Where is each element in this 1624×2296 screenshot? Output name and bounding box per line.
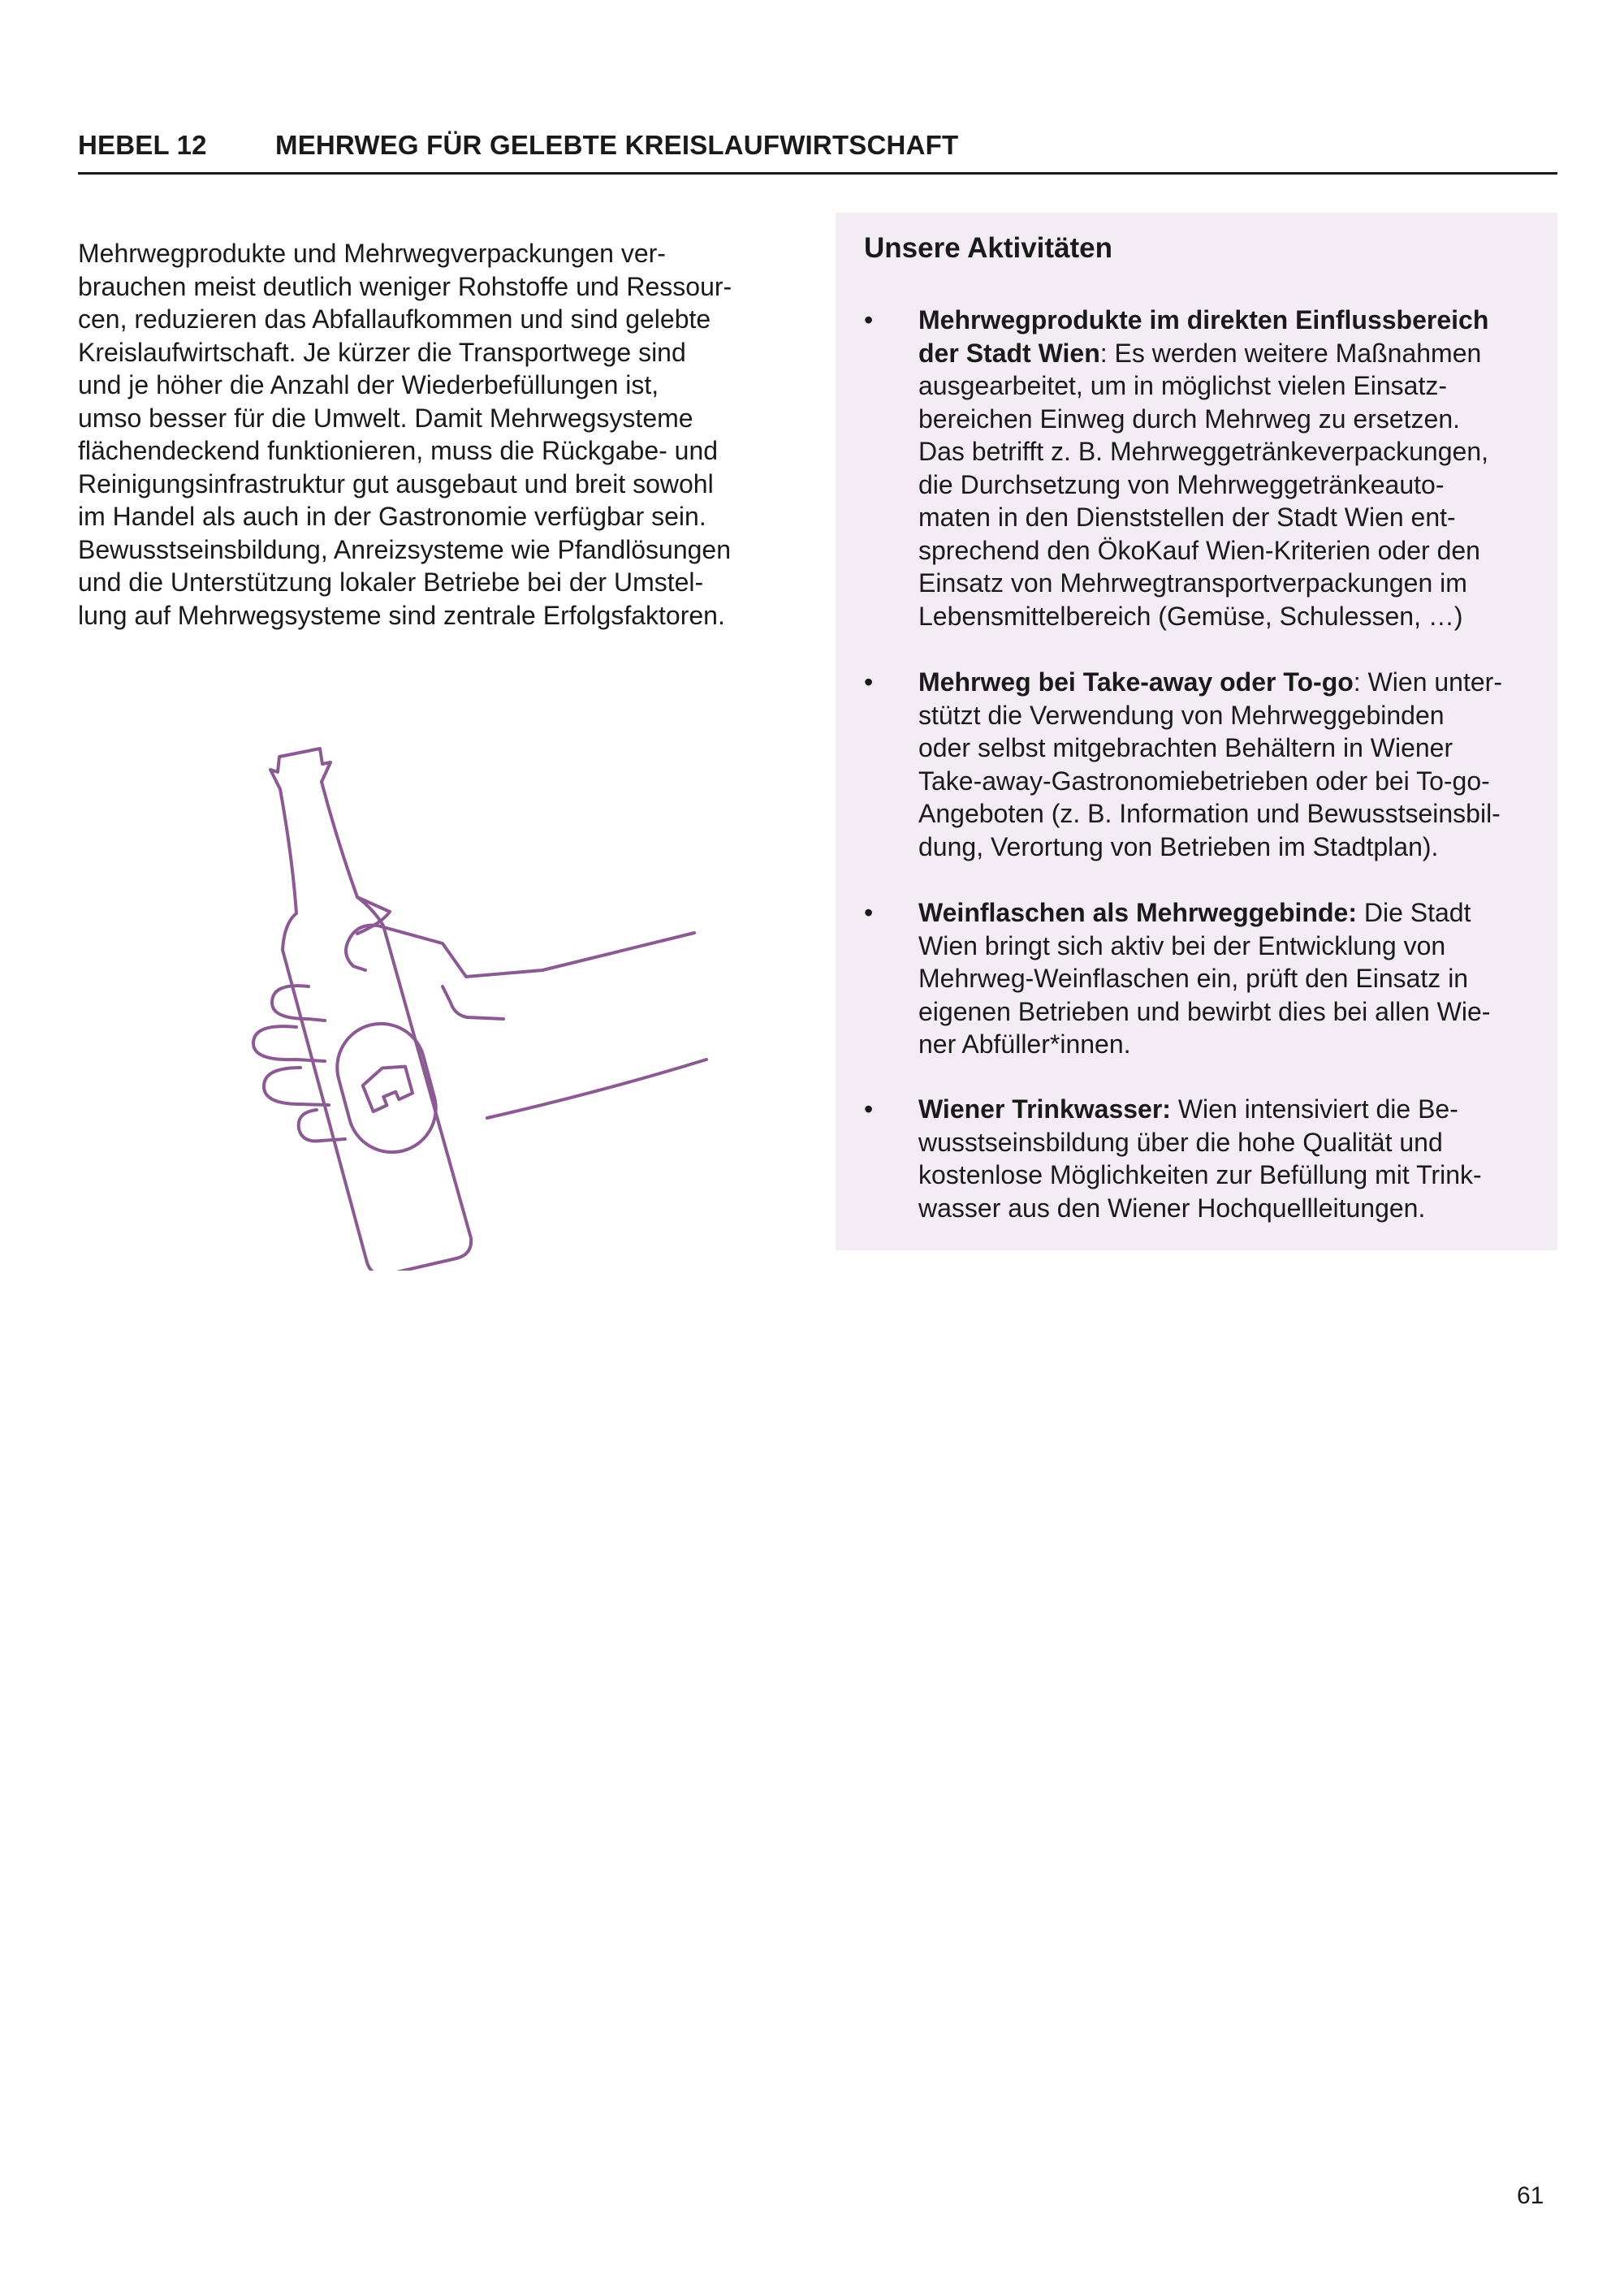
activity-item-text: Die Stadt Wien bringt sich aktiv bei der Entwicklung von Mehrweg-Weinflaschen ein, prüft den Einsatz in eigenen Betrieben und bewirbt dies bei allen Wie- ner Abfüller*innen. bbox=[918, 898, 1491, 1059]
activities-title: Unsere Aktivitäten bbox=[864, 232, 1113, 264]
activities-box bbox=[836, 213, 1557, 1250]
bullet: • bbox=[864, 1094, 874, 1124]
intro-paragraph: Mehrwegprodukte und Mehrwegverpackungen ver- brauchen meist deutlich weniger Rohstoffe und Ressour- cen, reduzieren das Abfallaufkommen und sind gelebte Kreislaufwirtschaft. Je kürzer die Transportwege sind und je höher die Anzahl der Wiederbefüllungen ist, umso besser für die Umwelt. Damit Mehrwegsysteme flächendeckend funktionieren, muss die Rückgabe- und Reinigungsinfrastruktur gut ausgebaut und breit sowohl im Handel als auch in der Gastronomie verfügbar sein. Bewusstseinsbildung, Anreizsysteme wie Pfandlösungen und die Unterstützung lokaler Betriebe bei der Umstel- lung auf Mehrwegsysteme sind zentrale Erfolgsfaktoren. bbox=[78, 239, 732, 630]
activity-item-heading: Mehrwegprodukte im direkten Einflussbereich der Stadt Wien bbox=[918, 305, 1489, 368]
section-title: MEHRWEG FÜR GELEBTE KREISLAUFWIRTSCHAFT bbox=[275, 130, 959, 160]
activity-item-text: : Es werden weitere Maßnahmen ausgearbeitet, um in möglichst vielen Einsatz- bereichen Einweg durch Mehrweg zu ersetzen. Das betrifft z. B. Mehrweggetränkeverpackungen, die Durchsetzung von Mehrweggetränkeauto- maten in den Dienststellen der Stadt Wien ent- sprechend den ÖkoKauf Wien-Kriterien oder den Einsatz von Mehrwegtransportverpackungen im Lebensmittelbereich (Gemüse, Schulessen, …) bbox=[918, 338, 1488, 631]
bullet: • bbox=[864, 898, 874, 927]
activity-item-text: : Wien unter- stützt die Verwendung von Mehrweggebinden oder selbst mitgebrachten Behältern in Wiener Take-away-Gastronomiebetrieben oder bei To-go- Angeboten (z. B. Information und Bewusstseinsbil- dung, Verortung von Betrieben im Stadtplan). bbox=[918, 667, 1502, 861]
activity-item-text: Wien intensiviert die Be- wusstseinsbildung über die hohe Qualität und kostenlose Möglichkeiten zur Befüllung mit Trink- wasser aus den Wiener Hochquellleitungen. bbox=[918, 1094, 1482, 1223]
activity-item-heading: Mehrweg bei Take-away oder To-go bbox=[918, 667, 1354, 697]
page-header bbox=[78, 123, 1557, 175]
activity-item-heading: Weinflaschen als Mehrweggebinde: bbox=[918, 898, 1357, 927]
bullet: • bbox=[864, 667, 874, 697]
section-label: HEBEL 12 bbox=[78, 130, 207, 160]
illustration bbox=[235, 735, 731, 1271]
hand-holding-bottle-icon bbox=[235, 735, 731, 1271]
activity-item-heading: Wiener Trinkwasser: bbox=[918, 1094, 1171, 1124]
bullet: • bbox=[864, 305, 874, 334]
page-number: 61 bbox=[1517, 2182, 1544, 2209]
